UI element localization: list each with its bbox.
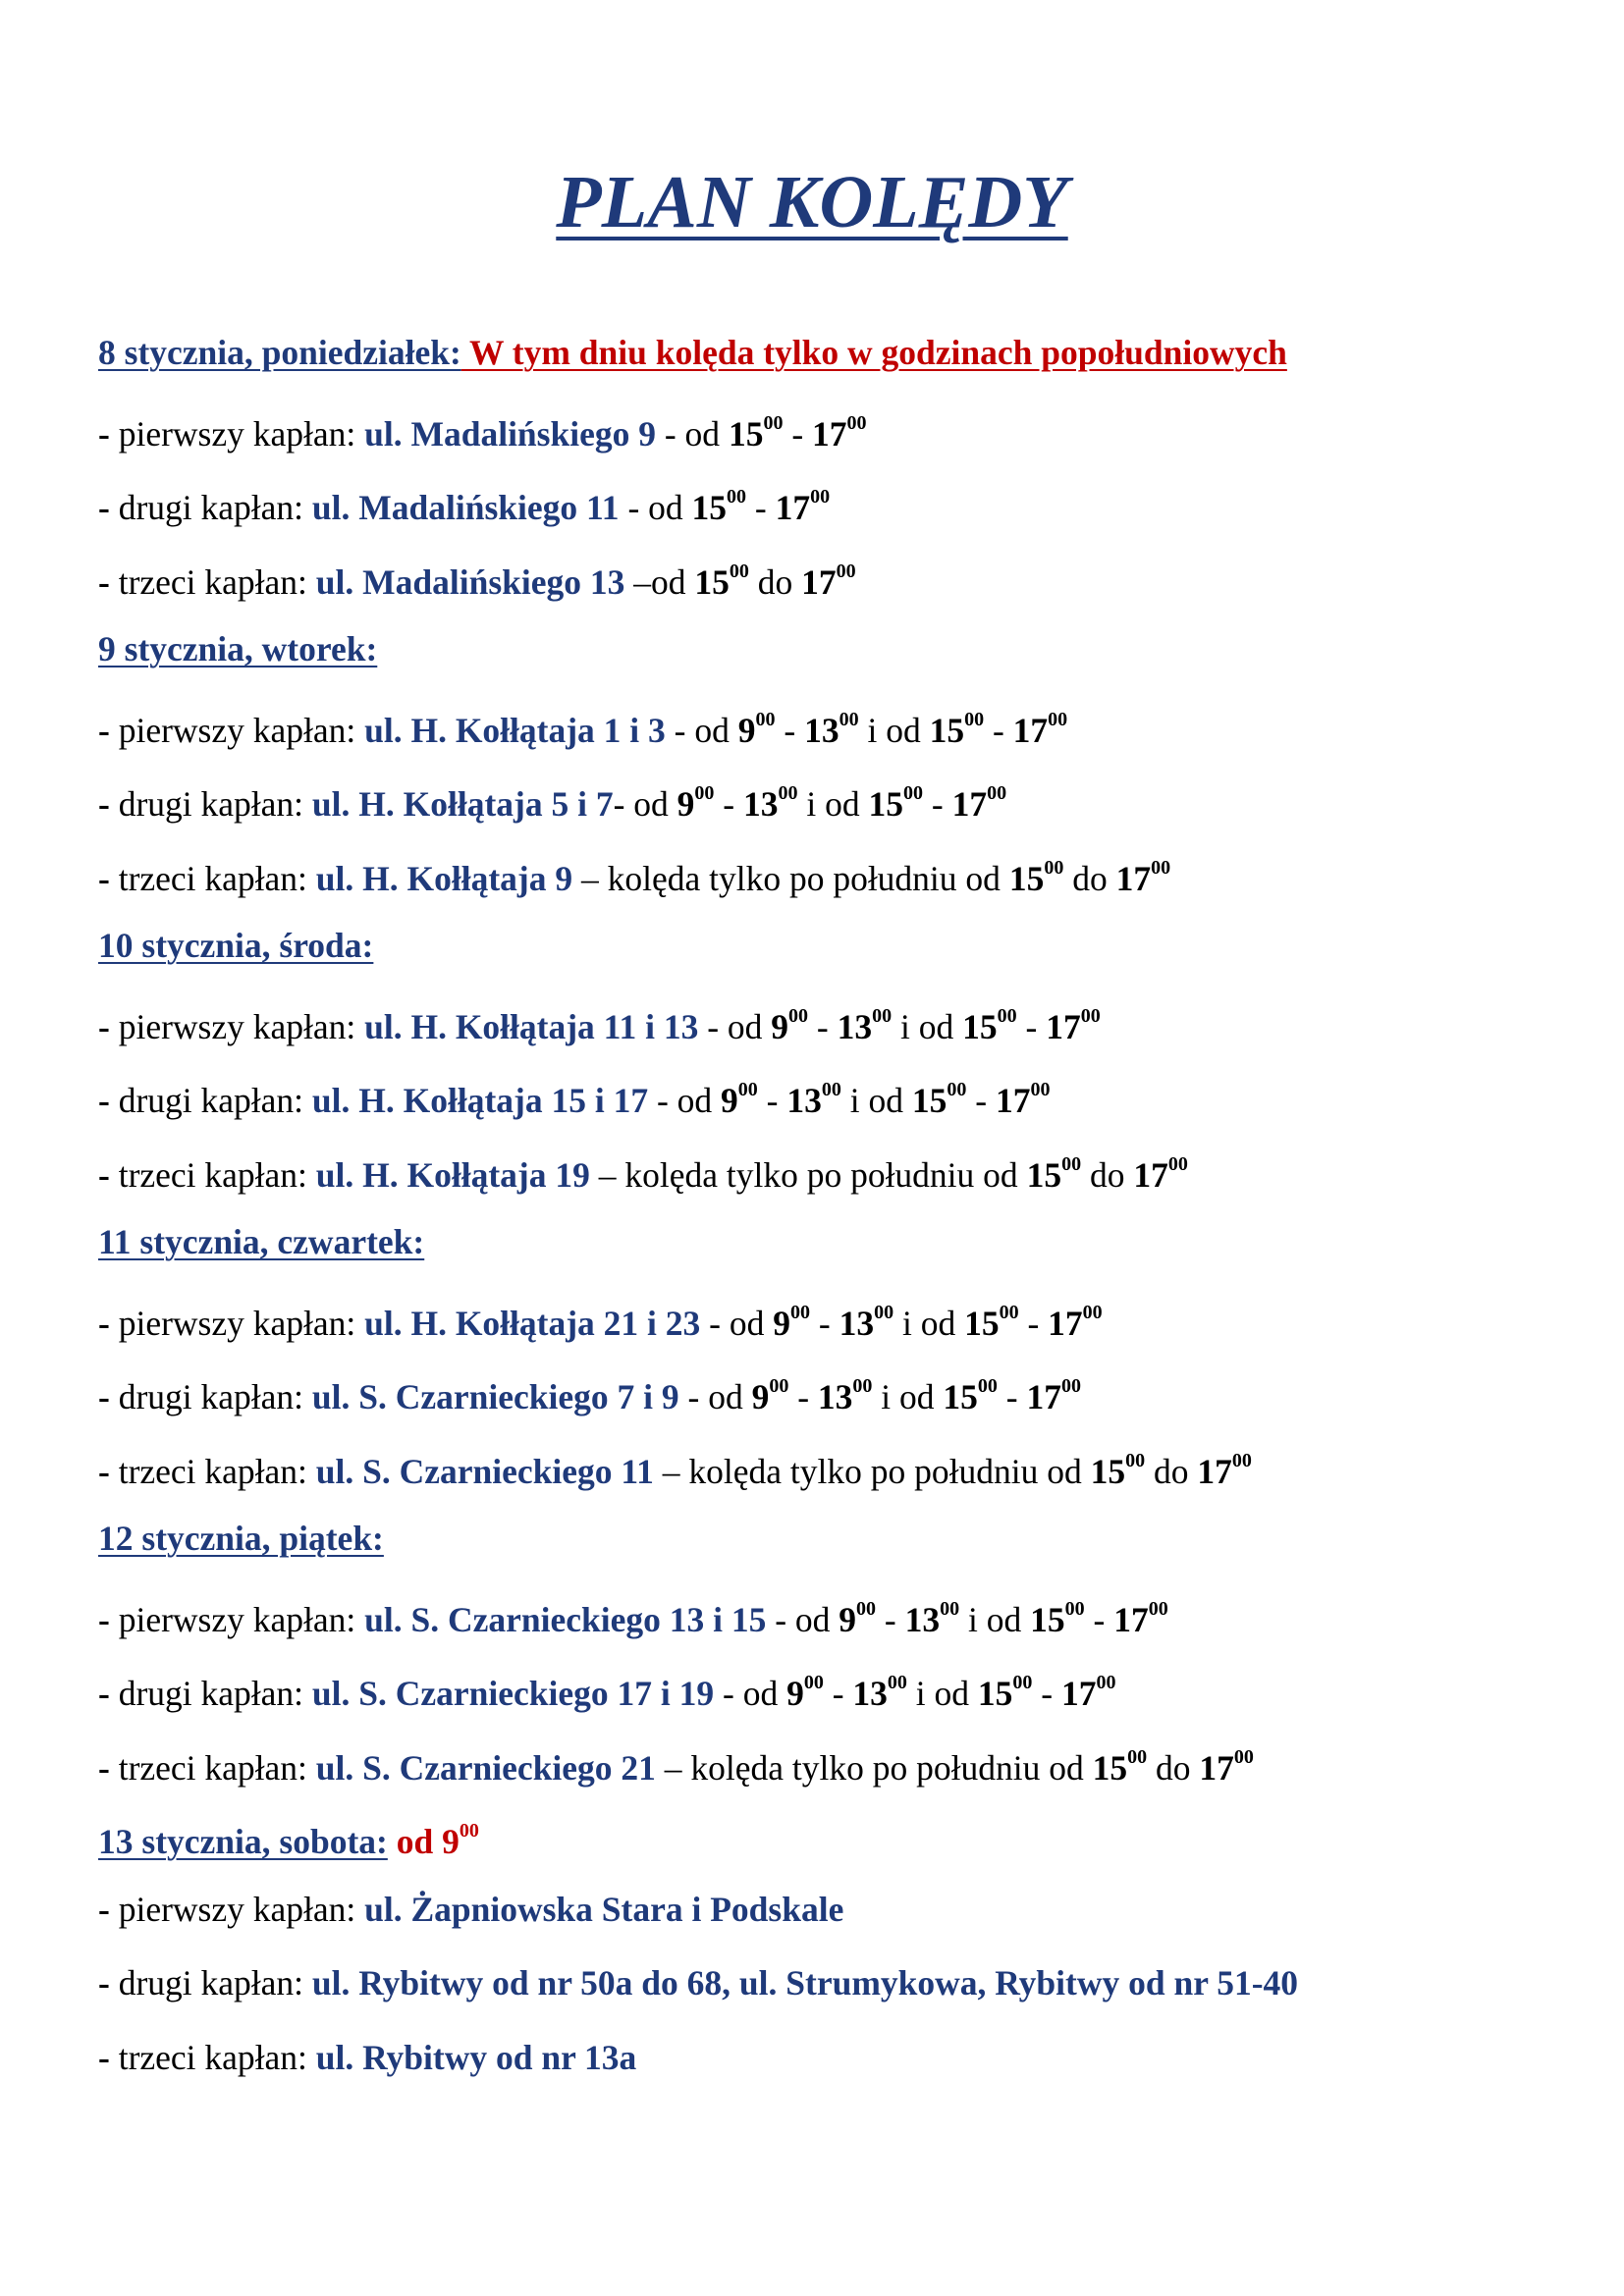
schedule-text: i od [797,783,869,824]
schedule-hour: 17 [951,783,988,824]
schedule-text: - [966,1080,996,1120]
schedule-minutes: 00 [694,782,715,804]
schedule-text: i od [906,1673,978,1713]
schedule-minutes: 00 [778,782,798,804]
priest-entry [98,464,1571,539]
priest-entry [98,391,1571,465]
schedule-hour: 17 [1133,1154,1168,1195]
schedule-minutes: 00 [788,1004,809,1027]
day-title: 12 stycznia, piątek: [98,1519,384,1558]
schedule-text: - od [700,1303,774,1343]
entry-dash: - [98,1673,119,1713]
priest-label: trzeci kapłan: [118,561,316,602]
priest-entry [98,1650,1571,1725]
schedule-text: do [1081,1154,1134,1195]
street-address: ul. H. Kołłątaja 19 [315,1154,590,1195]
entry-dash: - [98,710,119,750]
priest-label: trzeci kapłan: [118,1451,316,1491]
schedule-minutes: 00 [1151,856,1171,879]
day-heading [98,909,1571,984]
schedule-minutes: 00 [839,708,859,730]
entry-dash: - [98,1451,119,1491]
street-address: ul. H. Kołłątaja 15 i 17 [311,1080,649,1120]
schedule-hour: 9 [751,1376,770,1416]
schedule-hour: 17 [1046,1006,1081,1046]
day-title: 8 stycznia, poniedziałek: [98,333,461,372]
schedule-minutes: 00 [803,1672,824,1693]
schedule-hour: 13 [804,710,839,750]
schedule-minutes: 00 [755,708,776,730]
schedule-hour: 9 [737,710,756,750]
schedule-hour: 13 [852,1673,888,1713]
schedule-hour: 9 [677,783,695,824]
priest-entry [98,1428,1571,1503]
schedule-hour: 15 [977,1673,1013,1713]
schedule-minutes: 00 [821,1079,841,1100]
priest-label: trzeci kapłan: [118,2037,316,2077]
schedule-minutes: 00 [987,782,1007,804]
schedule-hour: 15 [964,1303,1000,1343]
page-title [0,161,1624,243]
priest-entry [98,2021,1571,2096]
schedule-minutes: 00 [1233,1745,1254,1768]
schedule-hour: 9 [773,1303,790,1343]
schedule-minutes: 00 [1167,1152,1188,1175]
schedule-hour: 15 [1090,1451,1126,1491]
street-address: ul. Rybitwy od nr 13a [315,2037,637,2077]
priest-entry [98,835,1571,910]
schedule-minutes: 00 [459,1820,479,1842]
day-heading [98,613,1571,687]
schedule-text: i od [840,1080,912,1120]
street-address: ul. Rybitwy od nr 50a do 68, ul. Strumykowa, Rybitwy od nr 51-40 [311,1963,1299,2002]
schedule-text: - [923,783,952,824]
schedule-hour: 13 [786,1080,822,1120]
entry-dash: - [98,1154,119,1195]
schedule-minutes: 00 [846,411,867,434]
schedule-minutes: 00 [977,1375,998,1397]
priest-label: drugi kapłan: [118,783,312,824]
day-note: W tym dniu kolęda tylko w godzinach popołudniowych [460,333,1287,372]
schedule-text: - [876,1599,905,1639]
day-heading [98,1798,1571,1873]
schedule-minutes: 00 [1231,1449,1252,1471]
street-address: ul. H. Kołłątaja 11 i 13 [364,1006,699,1046]
schedule-minutes: 00 [769,1375,789,1397]
schedule-text: do [1063,858,1116,898]
day-heading [98,316,1571,391]
schedule-text: do [1145,1451,1198,1491]
entry-dash: - [98,413,119,454]
schedule-hour: 17 [1197,1451,1232,1491]
street-address: ul. H. Kołłątaja 21 i 23 [364,1303,701,1343]
schedule-minutes: 00 [763,411,784,434]
schedule-text: - [1084,1599,1114,1639]
day-title: 10 stycznia, środa: [98,926,374,965]
schedule-hour: 15 [929,710,965,750]
schedule-minutes: 00 [997,1004,1017,1027]
schedule-minutes: 00 [1080,1004,1101,1027]
schedule-text: i od [959,1599,1031,1639]
schedule-hour: 17 [1113,1599,1149,1639]
entry-dash: - [98,1599,119,1639]
schedule-text: - [997,1376,1027,1416]
priest-entry [98,1725,1571,1799]
entry-dash: - [98,1747,119,1788]
entry-dash: - [98,1376,119,1416]
schedule-minutes: 00 [1148,1597,1168,1620]
schedule-text: - [984,710,1013,750]
priest-entry [98,687,1571,762]
schedule-hour: 15 [868,783,903,824]
schedule-minutes: 00 [1125,1449,1146,1471]
priest-entry [98,1132,1571,1206]
street-address: ul. Żapniowska Stara i Podskale [364,1889,844,1929]
schedule-minutes: 00 [1061,1152,1082,1175]
street-address: ul. S. Czarnieckiego 17 i 19 [311,1673,715,1713]
schedule-minutes: 00 [737,1079,758,1100]
priest-entry [98,1576,1571,1651]
schedule-minutes: 00 [790,1301,810,1323]
schedule-text: - od [665,710,738,750]
schedule-minutes: 00 [836,560,856,582]
day-title: 11 stycznia, czwartek: [98,1222,425,1261]
schedule-hour: 17 [995,1080,1031,1120]
schedule-hour: 15 [1026,1154,1062,1195]
schedule-text: - [757,1080,787,1120]
street-address: ul. S. Czarnieckiego 21 [315,1747,656,1788]
schedule-minutes: 00 [940,1597,960,1620]
schedule-text: - od [655,413,729,454]
priest-label: trzeci kapłan: [118,858,316,898]
schedule-minutes: 00 [729,560,749,582]
schedule-text: - [1018,1303,1049,1343]
street-address: ul. S. Czarnieckiego 11 [315,1451,654,1491]
priest-label: trzeci kapłan: [118,1154,316,1195]
schedule-text: - od [766,1599,839,1639]
schedule-hour: 15 [962,1006,998,1046]
schedule-hour: 13 [904,1599,941,1639]
priest-label: drugi kapłan: [118,1673,312,1713]
schedule-text: - [823,1673,853,1713]
priest-entry [98,1873,1571,1948]
priest-entry [98,539,1571,614]
priest-entry [98,1057,1571,1132]
priest-label: pierwszy kapłan: [118,710,365,750]
schedule-minutes: 00 [1044,856,1064,879]
priest-entry [98,1354,1571,1428]
schedule-hour: 17 [1026,1376,1061,1416]
schedule-minutes: 00 [1096,1672,1116,1693]
day-time-note [388,1822,479,1861]
schedule-minutes: 00 [999,1301,1019,1323]
street-address: ul. S. Czarnieckiego 7 i 9 [311,1376,679,1416]
schedule-text: i od [858,710,930,750]
schedule-minutes: 00 [1030,1079,1051,1100]
schedule-hour: 9 [721,1080,738,1120]
schedule-text: - [1016,1006,1047,1046]
entry-dash: - [98,1303,119,1343]
entry-dash: - [98,783,119,824]
priest-label: pierwszy kapłan: [118,1889,365,1929]
schedule-hour: 17 [1060,1673,1097,1713]
schedule-hour: 9 [771,1006,789,1046]
schedule-text: - [788,1376,818,1416]
entry-dash: - [98,1963,119,2002]
schedule-hour: 17 [1115,858,1152,898]
schedule-text: do [1147,1747,1200,1788]
street-address: ul. H. Kołłątaja 1 i 3 [364,710,666,750]
schedule-text: i od [872,1376,944,1416]
priest-label: pierwszy kapłan: [118,413,365,454]
schedule-hour: 13 [743,783,779,824]
schedule-minutes: 00 [856,1597,877,1620]
schedule-text: i od [892,1006,963,1046]
schedule-hour: 17 [812,413,847,454]
schedule-hour: 17 [775,487,811,527]
day-heading [98,1502,1571,1576]
schedule-text: - [783,413,813,454]
priest-entry [98,761,1571,835]
schedule-hour: 15 [1092,1747,1128,1788]
priest-label: drugi kapłan: [118,1080,312,1120]
schedule-text: – kolęda tylko po południu od [589,1154,1027,1195]
street-address: ul. H. Kołłątaja 9 [315,858,573,898]
schedule-text: - od [613,783,677,824]
priest-label: drugi kapłan: [118,1963,312,2002]
schedule-text: - [808,1006,838,1046]
schedule-hour: 17 [1048,1303,1083,1343]
entry-dash: - [98,1889,119,1929]
schedule-hour: 13 [839,1303,875,1343]
schedule-minutes: 00 [727,486,747,507]
schedule-text: - od [619,487,692,527]
schedule-minutes: 00 [1127,1745,1148,1768]
schedule-text: - [810,1303,839,1343]
entry-dash: - [98,487,119,527]
schedule-minutes: 00 [964,708,985,730]
priest-label: pierwszy kapłan: [118,1303,365,1343]
priest-label: pierwszy kapłan: [118,1599,365,1639]
schedule-hour: 15 [694,561,730,602]
schedule-minutes: 00 [903,782,923,804]
schedule-hour: 13 [837,1006,873,1046]
street-address: ul. Madalińskiego 11 [311,487,620,527]
street-address: ul. H. Kołłątaja 5 i 7 [311,783,614,824]
schedule-text: – kolęda tylko po południu od [653,1451,1091,1491]
schedule-text: - [1032,1673,1061,1713]
schedule-minutes: 00 [872,1004,893,1027]
street-address: ul. S. Czarnieckiego 13 i 15 [364,1599,767,1639]
street-address: ul. Madalińskiego 9 [364,413,656,454]
schedule-hour: 17 [1012,710,1049,750]
page-title-text: PLAN KOLĘDY [556,161,1068,243]
schedule-minutes: 00 [1060,1375,1081,1397]
schedule-text: i od [893,1303,965,1343]
schedule-text: – kolęda tylko po południu od [655,1747,1093,1788]
schedule-content [98,316,1571,2095]
day-heading [98,1205,1571,1280]
schedule-text: - od [714,1673,787,1713]
schedule-text: – kolęda tylko po południu od [572,858,1009,898]
priest-label: pierwszy kapłan: [118,1006,365,1046]
schedule-hour: 15 [691,487,728,527]
entry-dash: - [98,1006,119,1046]
schedule-text: - [775,710,805,750]
schedule-text: - [746,487,776,527]
day-title: 13 stycznia, sobota: [98,1821,388,1861]
schedule-text: do [748,561,802,602]
schedule-text: - od [648,1080,722,1120]
schedule-hour: 15 [728,413,764,454]
schedule-hour: 13 [817,1376,853,1416]
schedule-minutes: 00 [1082,1301,1103,1323]
schedule-minutes: 00 [874,1301,894,1323]
day-title: 9 stycznia, wtorek: [98,629,378,668]
schedule-hour: 9 [839,1599,857,1639]
schedule-minutes: 00 [852,1375,873,1397]
schedule-minutes: 00 [810,486,831,507]
schedule-minutes: 00 [947,1079,967,1100]
schedule-text: - [714,783,743,824]
schedule-minutes: 00 [887,1672,907,1693]
schedule-text: –od [624,561,695,602]
priest-entry [98,1280,1571,1355]
entry-dash: - [98,2037,119,2077]
schedule-hour: 17 [1199,1747,1234,1788]
priest-label: drugi kapłan: [118,1376,312,1416]
schedule-hour: 15 [911,1080,947,1120]
schedule-hour: 9 [786,1673,804,1713]
priest-label: trzeci kapłan: [118,1747,316,1788]
schedule-hour: 15 [943,1376,978,1416]
priest-entry [98,984,1571,1058]
entry-dash: - [98,561,119,602]
entry-dash: - [98,858,119,898]
entry-dash: - [98,1080,119,1120]
schedule-hour: 9 [442,1821,460,1861]
schedule-minutes: 00 [1064,1597,1085,1620]
schedule-minutes: 00 [1012,1672,1033,1693]
priest-entry [98,1947,1571,2021]
schedule-text: od [387,1821,443,1861]
schedule-hour: 17 [801,561,837,602]
street-address: ul. Madalińskiego 13 [315,561,625,602]
schedule-text: - od [698,1006,772,1046]
priest-label: drugi kapłan: [118,487,312,527]
schedule-minutes: 00 [1048,708,1068,730]
schedule-text: - od [678,1376,752,1416]
schedule-hour: 15 [1008,858,1045,898]
schedule-hour: 15 [1030,1599,1065,1639]
